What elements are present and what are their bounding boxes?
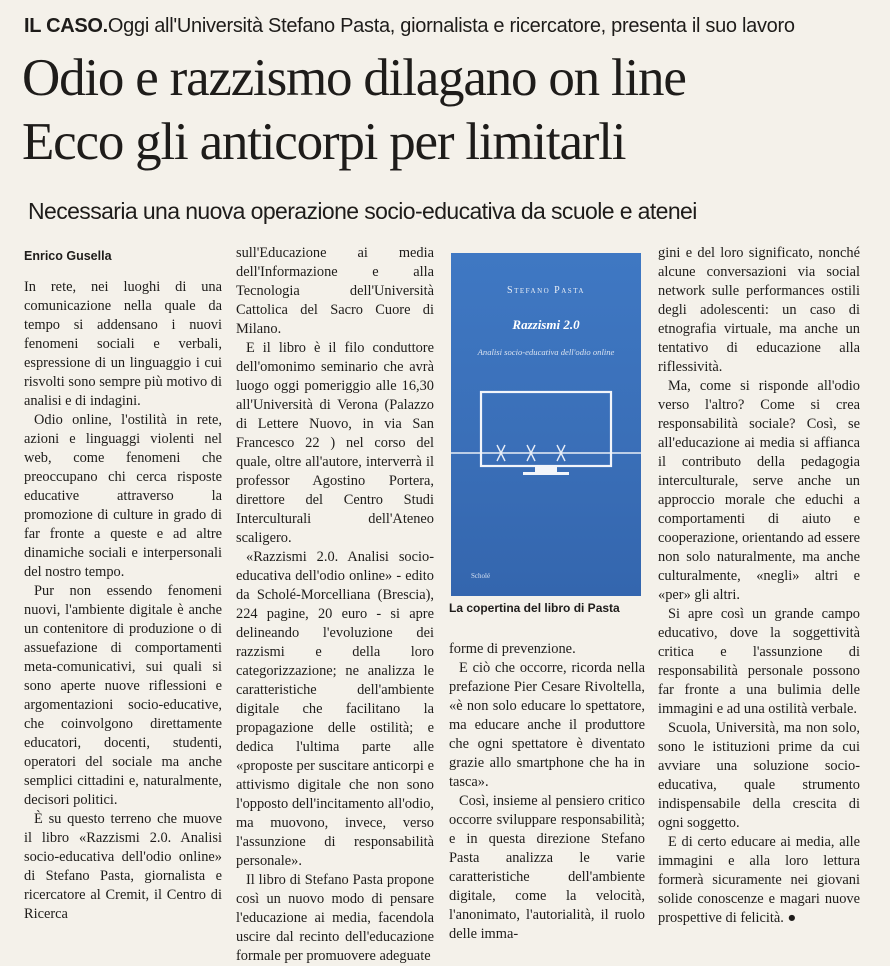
article-column-2: [236, 244, 434, 966]
paragraph: forme di prevenzione.: [449, 641, 576, 657]
paragraph: sull'Educazione ai media dell'Informazione e alla Tecnologia dell'Università Cattolica del Sacro Cuore di Milano.: [236, 245, 434, 337]
paragraph: gini e del loro significato, nonché alcune conversazioni via social network sulle performances ostili degli adolescenti: un caso di etnografia virtuale, ma anche un tentativo di educazione alla riflessività.: [658, 245, 860, 375]
kicker: [24, 14, 874, 38]
paragraph: E di certo educare ai media, alle immagini e alla loro lettura formerà sicuramente nei giovani solide conoscenze e magari nuove prospettive di felicità. ●: [658, 834, 860, 926]
paragraph: Si apre così un grande campo educativo, dove la soggettività critica e l'assunzione di responsabilità personale possono far fronte a una bulimia delle immagini e ad una ostilità verbale.: [658, 606, 860, 717]
paragraph: Ma, come si risponde all'odio verso l'altro? Come si crea responsabilità sociale? Così, se all'educazione ai media si affianca il contributo della pedagogia interculturale, serve anche un approccio morale che educhi a comportamenti di aiuto e cooperazione, orientando ad essere non solo naturalmente, ma anche culturalmente, «negli» altri e «per» gli altri.: [658, 378, 860, 603]
paragraph: Il libro di Stefano Pasta propone così un nuovo modo di pensare l'educazione ai media, facendola uscire dal recinto dell'educazione formale per promuovere adeguate: [236, 872, 434, 964]
book-title: Razzismi 2.0: [512, 317, 580, 332]
book-cover-image: [451, 253, 641, 596]
paragraph: E il libro è il filo conduttore dell'omonimo seminario che avrà luogo oggi pomeriggio alle 16,30 all'Università di Verona (Palazzo di Lettere Nuovo, in via San Francesco 22 ) nel corso del quale, oltre all'autore, interverrà il professor Agostino Portera, direttore del Centro Studi Interculturali dell'Ateneo scaligero.: [236, 340, 434, 546]
image-caption: La copertina del libro di Pasta: [449, 601, 620, 615]
byline: Enrico Gusella: [24, 249, 112, 263]
paragraph: Scuola, Università, ma non solo, sono le istituzioni prime da cui avviare una soluzione socio-educativa, quale strumento indispensabile della crescita di ogni soggetto.: [658, 720, 860, 831]
article-column-4: [658, 244, 860, 928]
paragraph: Odio online, l'ostilità in rete, azioni e linguaggi violenti nel web, come fenomeni che preoccupano chi cerca risposte educative attraverso la promozione di culture in grado di far fronte a queste e ad altre dinamiche sociali e interpersonali del nostro tempo.: [24, 412, 222, 580]
kicker-tag: IL CASO.: [24, 15, 108, 37]
paragraph: Pur non essendo fenomeni nuovi, l'ambiente digitale è anche un contenitore di produzione o di assuefazione di comportamenti meta-comunicativi, sui quali si sono aperte nuove riflessioni e argomentazioni socio-educative, che coinvolgono direttamente educatori, docenti, studenti, operatori del sociale ma anche semplici cittadini e, naturalmente, decisori politici.: [24, 583, 222, 808]
paragraph: E ciò che occorre, ricorda nella prefazione Pier Cesare Rivoltella, «è non solo educare lo spettatore, ma educare anche il produttore che ogni spettatore è diventato grazie allo smartphone che ha in tasca».: [449, 660, 645, 790]
headline-line-2: Ecco gli anticorpi per limitarli: [22, 113, 626, 171]
article-column-1: [24, 244, 222, 924]
monitor-icon: [451, 388, 641, 478]
subheadline: Necessaria una nuova operazione socio-educativa da scuole e atenei: [28, 198, 697, 224]
kicker-text: Oggi all'Università Stefano Pasta, giornalista e ricercatore, presenta il suo lavoro: [107, 15, 795, 37]
paragraph: In rete, nei luoghi di una comunicazione nella quale da tempo si addensano i nuovi fenomeni sociali e verbali, espressione di un linguaggio i cui risvolti sono sempre più motivo di analisi e di indagini.: [24, 279, 222, 409]
book-author: Stefano Pasta: [507, 285, 585, 296]
article-column-3: [449, 640, 645, 944]
paragraph: Così, insieme al pensiero critico occorre sviluppare responsabilità; e in questa direzione Stefano Pasta analizza le varie caratteristiche dell'ambiente digitale, come la velocità, l'anonimato, l'autorialità, il ruolo delle imma-: [449, 793, 645, 942]
headline: [22, 46, 872, 174]
book-subtitle: Analisi socio-educativa dell'odio online: [477, 347, 615, 357]
book-publisher: Scholé: [471, 572, 491, 580]
paragraph: È su questo terreno che muove il libro «Razzismi 2.0. Analisi socio-educativa dell'odio online» di Stefano Pasta, giornalista e ricercatore al Cremit, il Centro di Ricerca: [24, 811, 222, 922]
headline-line-1: Odio e razzismo dilagano on line: [22, 49, 686, 107]
paragraph: «Razzismi 2.0. Analisi socio-educativa dell'odio online» - edito da Scholé-Morcelliana (Brescia), 224 pagine, 20 euro - si apre delineando l'evoluzione dei razzismi e della loro categorizzazione; ne analizza le caratteristiche dell'ambiente digitale che facilitano la propagazione delle ostilità; e dedica l'ultima parte alle «proposte per suscitare anticorpi e attivismo digitale che non sono l'opposto dell'incitamento all'odio, ma muovono, invece, verso l'assunzione di responsabilità personale».: [236, 549, 434, 869]
